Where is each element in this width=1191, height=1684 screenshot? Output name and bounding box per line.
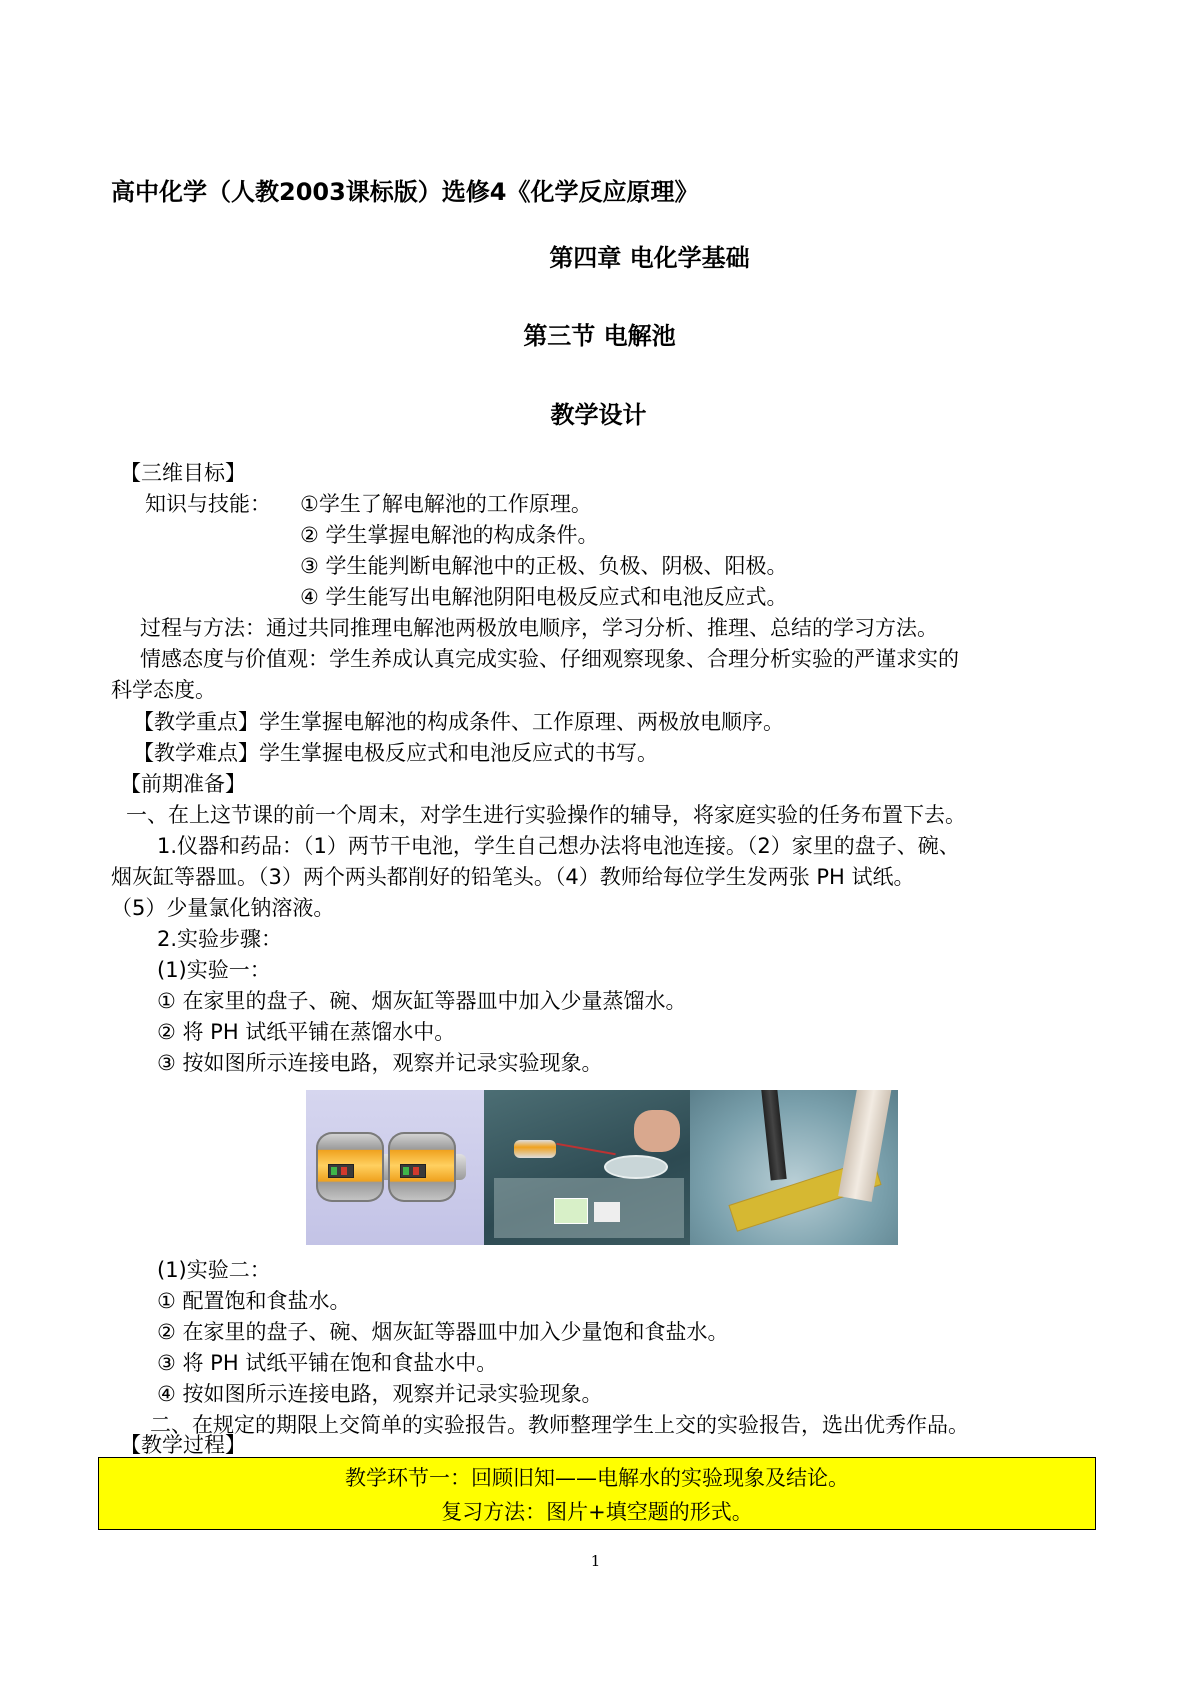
ph-paper	[554, 1198, 588, 1224]
exp2-heading: (1)实验二：	[157, 1258, 271, 1282]
exp1-heading: (1)实验一：	[157, 958, 271, 982]
exp1-step-1: ① 在家里的盘子、碗、烟灰缸等器皿中加入少量蒸馏水。	[157, 989, 687, 1013]
objectives-heading: 【三维目标】	[120, 461, 246, 485]
emotion-line-1: 情感态度与价值观：学生养成认真完成实验、仔细观察现象、合理分析实验的严谨求实的	[140, 647, 959, 671]
difficulty-text: 学生掌握电极反应式和电池反应式的书写。	[259, 741, 658, 765]
exp2-step-1: ① 配置饱和食盐水。	[157, 1289, 351, 1313]
battery-illustration	[306, 1090, 484, 1245]
knowledge-item-3: ③ 学生能判断电解池中的正极、负极、阴极、阳极。	[300, 554, 788, 578]
exp1-step-2: ② 将 PH 试纸平铺在蒸馏水中。	[157, 1020, 456, 1044]
materials-line-1: 1.仪器和药品：（1）两节干电池，学生自己想办法将电池连接。（2）家里的盘子、碗、	[157, 834, 960, 858]
steps-heading: 2.实验步骤：	[157, 927, 283, 951]
process-method: 过程与方法：通过共同推理电解池两极放电顺序，学习分析、推理、总结的学习方法。	[140, 616, 938, 640]
knowledge-label: 知识与技能：	[145, 492, 271, 516]
key-point-text: 学生掌握电解池的构成条件、工作原理、两极放电顺序。	[259, 710, 784, 734]
exp2-step-4: ④ 按如图所示连接电路，观察并记录实验现象。	[157, 1382, 603, 1406]
exp2-step-3: ③ 将 PH 试纸平铺在饱和食盐水中。	[157, 1351, 498, 1375]
chapter-title-text: 第四章 电化学基础	[549, 244, 750, 272]
teaching-step-table	[98, 1457, 1096, 1530]
materials-line-2: 烟灰缸等器皿。（3）两个两头都削好的铅笔头。（4）教师给每位学生发两张 PH 试纸。	[111, 865, 915, 889]
emotion-line-2: 科学态度。	[111, 678, 216, 702]
knowledge-item-1: ①学生了解电解池的工作原理。	[300, 492, 592, 516]
key-point-label: 【教学重点】	[133, 710, 259, 734]
prep-intro: 一、在上这节课的前一个周末，对学生进行实验操作的辅导，将家庭实验的任务布置下去。	[126, 803, 966, 827]
difficulty	[133, 738, 658, 768]
materials-line-3: （5）少量氯化钠溶液。	[111, 896, 335, 920]
section-title	[0, 316, 1191, 351]
page-number: 1	[590, 1552, 601, 1570]
dish	[604, 1155, 668, 1179]
exp2-step-2: ② 在家里的盘子、碗、烟灰缸等器皿中加入少量饱和食盐水。	[157, 1320, 729, 1344]
difficulty-label: 【教学难点】	[133, 741, 259, 765]
doc-subtitle	[0, 395, 1191, 430]
doc-subtitle-text: 教学设计	[550, 401, 647, 429]
pencil-electrode-2	[838, 1090, 896, 1202]
table-row-1: 教学环节一：回顾旧知——电解水的实验现象及结论。	[345, 1466, 849, 1490]
chapter-title	[0, 238, 1191, 273]
pencil-electrode-1	[759, 1090, 786, 1181]
battery-left	[316, 1132, 384, 1202]
key-point	[133, 707, 784, 737]
book-title: 高中化学（人教2003课标版）选修4《化学反应原理》	[111, 178, 699, 206]
prep-heading: 【前期准备】	[120, 772, 246, 796]
battery-pair	[514, 1140, 556, 1158]
prep-part-2: 二、在规定的期限上交简单的实验报告。教师整理学生上交的实验报告，选出优秀作品。	[150, 1413, 969, 1437]
process-heading: 【教学过程】	[120, 1433, 246, 1457]
ph-paper-2	[594, 1202, 620, 1222]
hand	[634, 1110, 680, 1152]
table-row-2: 复习方法：图片+填空题的形式。	[441, 1500, 753, 1524]
exp1-step-3: ③ 按如图所示连接电路，观察并记录实验现象。	[157, 1051, 603, 1075]
knowledge-item-2: ② 学生掌握电解池的构成条件。	[300, 523, 599, 547]
battery-right	[388, 1132, 456, 1202]
experiment-setup-photo	[484, 1090, 690, 1245]
knowledge-item-4: ④ 学生能写出电解池阴阳电极反应式和电池反应式。	[300, 585, 788, 609]
electrolysis-closeup-photo	[690, 1090, 898, 1245]
section-title-text: 第三节 电解池	[523, 322, 676, 350]
